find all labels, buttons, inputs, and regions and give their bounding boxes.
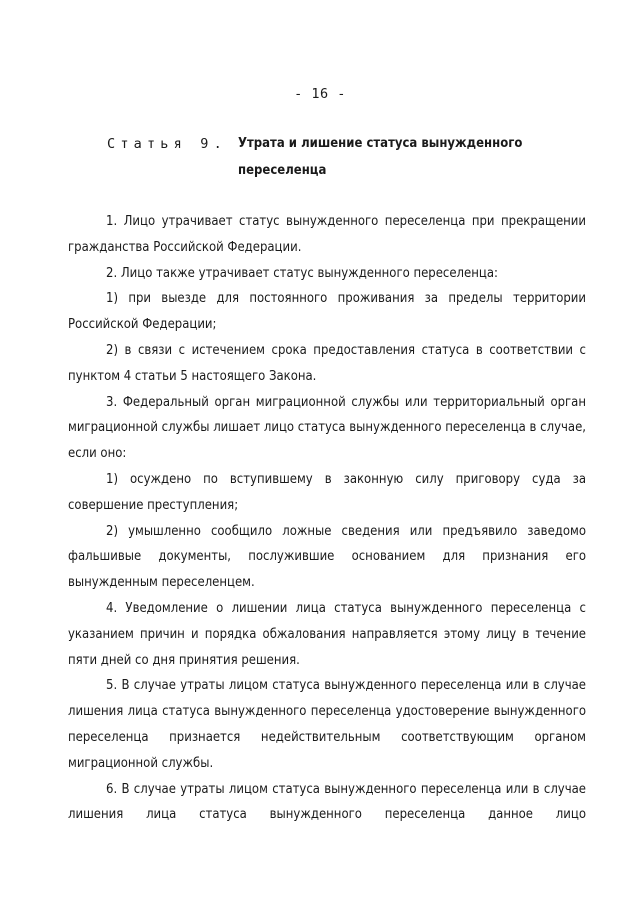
paragraph-3: 3. Федеральный орган миграционной службы или территориальный орган миграционной службы лишает лицо статуса вынужденного переселенца в случае, если оно: <box>68 394 586 462</box>
paragraph-3-item-2: 2) умышленно сообщило ложные сведения или предъявило заведомо фальшивые документы, послужившие основанием для признания его вынужденным переселенцем. <box>68 523 586 591</box>
paragraph-3-item-1: 1) осуждено по вступившему в законную силу приговору суда за совершение преступления; <box>68 471 586 513</box>
page-number: - 16 - <box>294 86 346 102</box>
article-label: Статья 9. <box>107 136 227 152</box>
paragraph-2-item-1: 1) при выезде для постоянного проживания за пределы территории Российской Федерации; <box>68 291 586 333</box>
paragraph-5: 5. В случае утраты лицом статуса вынужденного переселенца или в случае лишения лица статуса вынужденного переселенца удостоверение вынужденного переселенца признается недействительным соответствующим органом миграционной службы. <box>68 678 586 771</box>
paragraph-6: 6. В случае утраты лицом статуса вынужденного переселенца или в случае лишения лица статуса вынужденного переселенца данное лицо <box>68 781 586 823</box>
paragraph-2: 2. Лицо также утрачивает статус вынужденного переселенца: <box>106 265 498 281</box>
paragraph-4: 4. Уведомление о лишении лица статуса вынужденного переселенца с указанием причин и порядка обжалования направляется этому лицу в течение пяти дней со дня принятия решения. <box>68 600 586 668</box>
article-body <box>68 209 586 828</box>
article-title: Утрата и лишение статуса вынужденного переселенца <box>238 136 523 178</box>
paragraph-2-item-2: 2) в связи с истечением срока предоставления статуса в соответствии с пунктом 4 статьи 5 настоящего Закона. <box>68 342 586 384</box>
paragraph-1: 1. Лицо утрачивает статус вынужденного переселенца при прекращении гражданства Российской Федерации. <box>68 214 586 255</box>
